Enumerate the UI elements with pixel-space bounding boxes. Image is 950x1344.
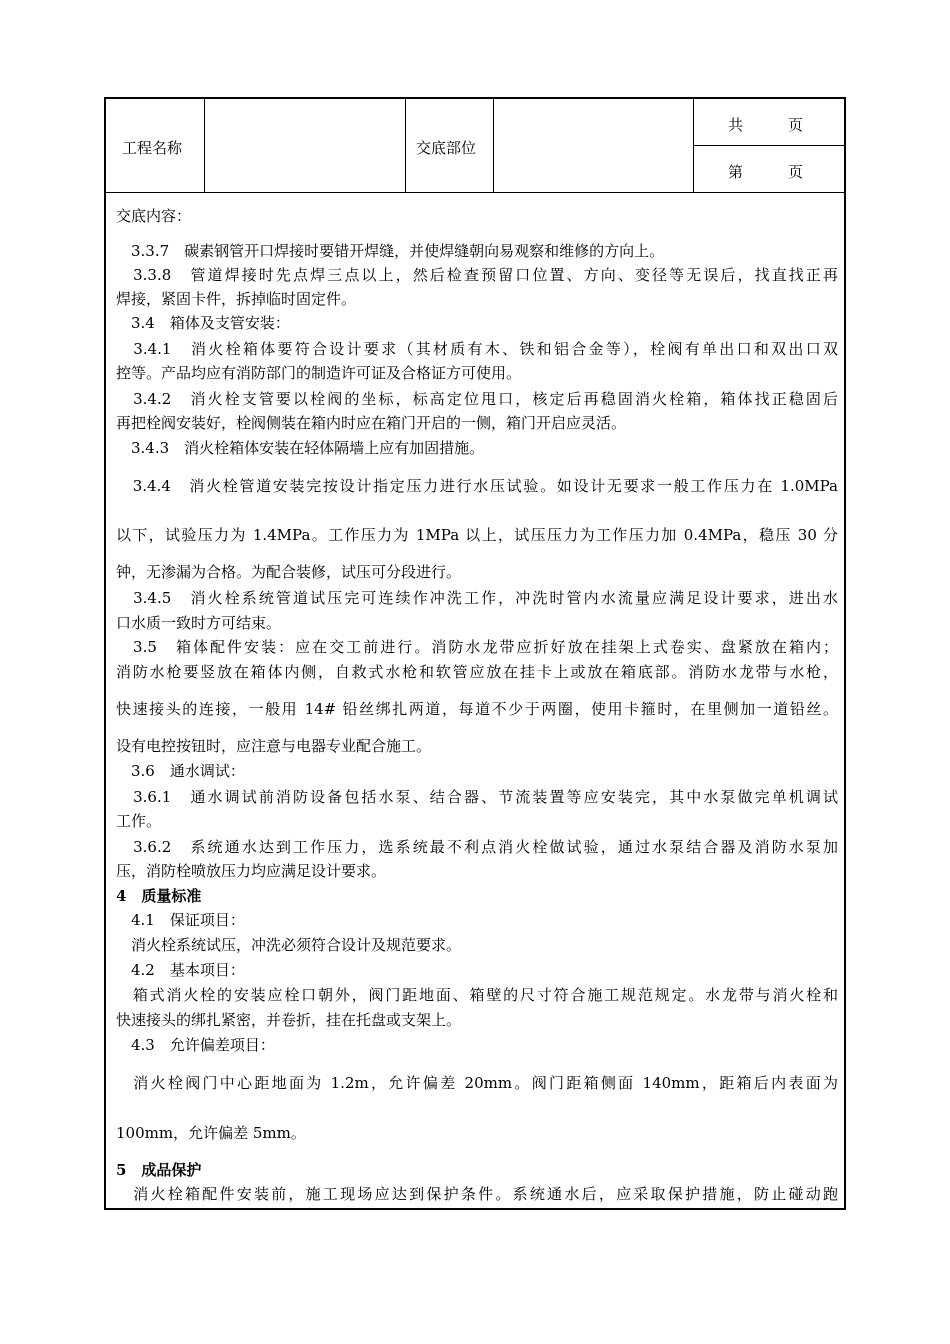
- total-pages-label: 共 页: [728, 116, 804, 134]
- content-line: 消防水枪要竖放在箱体内侧，自救式水枪和软管应放在挂卡上或放在箱底部。消防水龙带与水枪，: [116, 663, 838, 681]
- content-line: 3.5 箱体配件安装：应在交工前进行。消防水龙带应折好放在挂架上式卷实、盘紧放在箱内；: [116, 638, 838, 656]
- content-line: 消火栓系统试压，冲洗必须符合设计及规范要求。: [116, 936, 462, 954]
- content-line: 再把栓阀安装好，栓阀侧装在箱内时应在箱门开启的一侧，箱门开启应灵活。: [116, 414, 627, 432]
- divider: [693, 145, 844, 146]
- divider: [405, 99, 406, 192]
- content-line: 工作。: [116, 812, 162, 830]
- content-line: 3.6 通水调试：: [116, 762, 245, 780]
- content-line: 3.4.3 消火栓箱体安装在轻体隔墙上应有加固措施。: [116, 439, 485, 457]
- content-line: 快速接头的绑扎紧密，并卷折，挂在托盘或支架上。: [116, 1011, 462, 1029]
- disclosure-form: [104, 97, 846, 1210]
- content-line: 3.4.4 消火栓管道安装完按设计指定压力进行水压试验。如设计无要求一般工作压力在 1.0MPa: [116, 477, 838, 495]
- content-line: 快速接头的连接，一般用 14# 铅丝绑扎两道，每道不少于两圈，使用卡箍时，在里侧加一道铅丝。: [116, 700, 838, 718]
- content-line: 3.4.1 消火栓箱体要符合设计要求（其材质有木、铁和铝合金等），栓阀有单出口和双出口双: [116, 340, 838, 358]
- content-line: 压，消防栓喷放压力均应满足设计要求。: [116, 862, 387, 880]
- content-line: 4.3 允许偏差项目：: [116, 1036, 275, 1054]
- content-line: 钟，无渗漏为合格。为配合装修，试压可分段进行。: [116, 563, 462, 581]
- content-line: 3.4 箱体及支管安装：: [116, 314, 290, 332]
- content-line: 焊接，紧固卡件，拆掉临时固定件。: [116, 290, 357, 308]
- content-line: 3.6.1 通水调试前消防设备包括水泵、结合器、节流装置等应安装完，其中水泵做完单机调试: [116, 788, 838, 806]
- content-line: 3.4.2 消火栓支管要以栓阀的坐标，标高定位甩口，核定后再稳固消火栓箱，箱体找正稳固后: [116, 390, 838, 408]
- content-line: 4.2 基本项目：: [116, 961, 245, 979]
- content-title: 交底内容：: [116, 207, 192, 225]
- content-line: 设有电控按钮时，应注意与电器专业配合施工。: [116, 737, 432, 755]
- page-number-label: 第 页: [728, 163, 804, 181]
- content-line: 以下，试验压力为 1.4MPa。工作压力为 1MPa 以上，试压压力为工作压力加 0.4MPa，稳压 30 分: [116, 526, 838, 544]
- content-line: 4.1 保证项目：: [116, 911, 245, 929]
- content-line: 3.4.5 消火栓系统管道试压完可连续作冲洗工作，冲洗时管内水流量应满足设计要求，进出水: [116, 589, 838, 607]
- section-heading: 4 质量标准: [116, 887, 202, 905]
- content-line: 消火栓箱配件安装前，施工现场应达到保护条件。系统通水后，应采取保护措施，防止碰动跑: [116, 1185, 838, 1203]
- content-line: 3.3.8 管道焊接时先点焊三点以上，然后检查预留口位置、方向、变径等无误后，找直找正再: [116, 266, 838, 284]
- content-line: 3.3.7 碳素钢管开口焊接时要错开焊缝，并使焊缝朝向易观察和维修的方向上。: [116, 242, 665, 260]
- divider: [204, 99, 205, 192]
- content-line: 消火栓阀门中心距地面为 1.2m，允许偏差 20mm。阀门距箱侧面 140mm，距箱后内表面为: [116, 1074, 838, 1092]
- form-header: [106, 99, 844, 193]
- content-line: 箱式消火栓的安装应栓口朝外，阀门距地面、箱壁的尺寸符合施工规范规定。水龙带与消火栓和: [116, 986, 838, 1004]
- content-line: 100mm，允许偏差 5mm。: [116, 1124, 306, 1142]
- content-line: 3.6.2 系统通水达到工作压力，选系统最不利点消火栓做试验，通过水泵结合器及消防水泵加: [116, 838, 838, 856]
- section-heading: 5 成品保护: [116, 1161, 202, 1179]
- divider: [493, 99, 494, 192]
- location-label: 交底部位: [416, 139, 477, 157]
- content-line: 口水质一致时方可结束。: [116, 614, 282, 632]
- project-name-label: 工程名称: [122, 139, 183, 157]
- content-line: 控等。产品均应有消防部门的制造许可证及合格证方可使用。: [116, 364, 522, 382]
